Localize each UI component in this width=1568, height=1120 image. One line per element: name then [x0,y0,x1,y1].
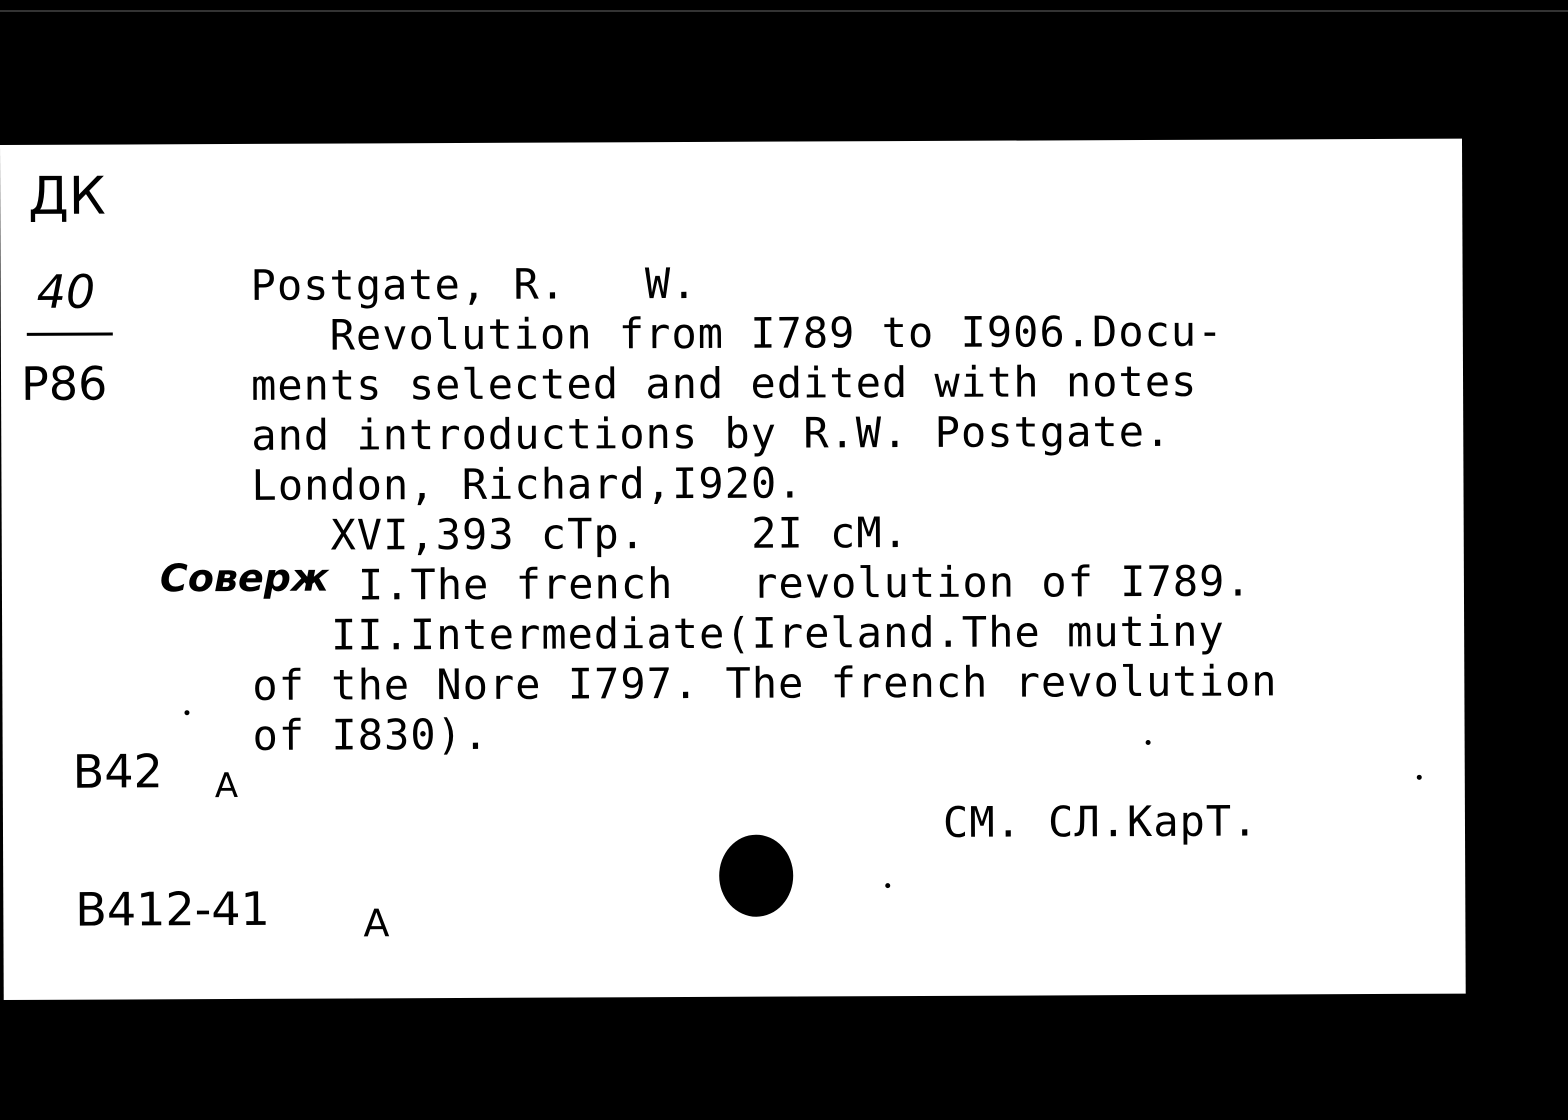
speck [1146,740,1151,745]
shelf-mark-2: B412-41 [75,881,270,937]
contents-line-2: II.Intermediate(Ireland.The mutiny [252,606,1225,660]
shelf-mark-2-suffix: А [363,901,390,946]
shelf-mark-1-suffix: А [214,765,239,807]
title-line-2: ments selected and edited with notes [250,356,1198,410]
title-line-1: Revolution from I789 to I906.Docu- [250,306,1224,360]
call-number-line1: ДК [28,166,106,227]
collation-line: XVI,393 cTp. 2I cM. [251,508,909,560]
call-number-line3: P86 [20,356,108,411]
imprint-line: London, Richard,I920. [251,458,804,510]
title-line-3: and introductions by R.W. Postgate. [251,406,1172,460]
catalog-card [0,139,1466,1000]
speck [1417,775,1422,780]
punch-hole [719,835,793,917]
speck [885,883,890,888]
call-number-divider [27,333,113,336]
shelf-mark-1: B42 [72,744,163,799]
scan-edge-line [0,10,1568,12]
author-heading: Postgate, R. W. [250,258,698,310]
contents-line-1: I.The french revolution of I789. [357,556,1252,610]
contents-line-4: of I830). [252,709,490,760]
contents-label: Соверж [159,555,329,601]
see-next-card-note: CM. CЛ.KapT. [942,796,1259,847]
call-number-line2: 40 [36,264,96,319]
contents-line-3: of the Nore I797. The french revolution [252,656,1278,710]
speck [184,710,189,715]
